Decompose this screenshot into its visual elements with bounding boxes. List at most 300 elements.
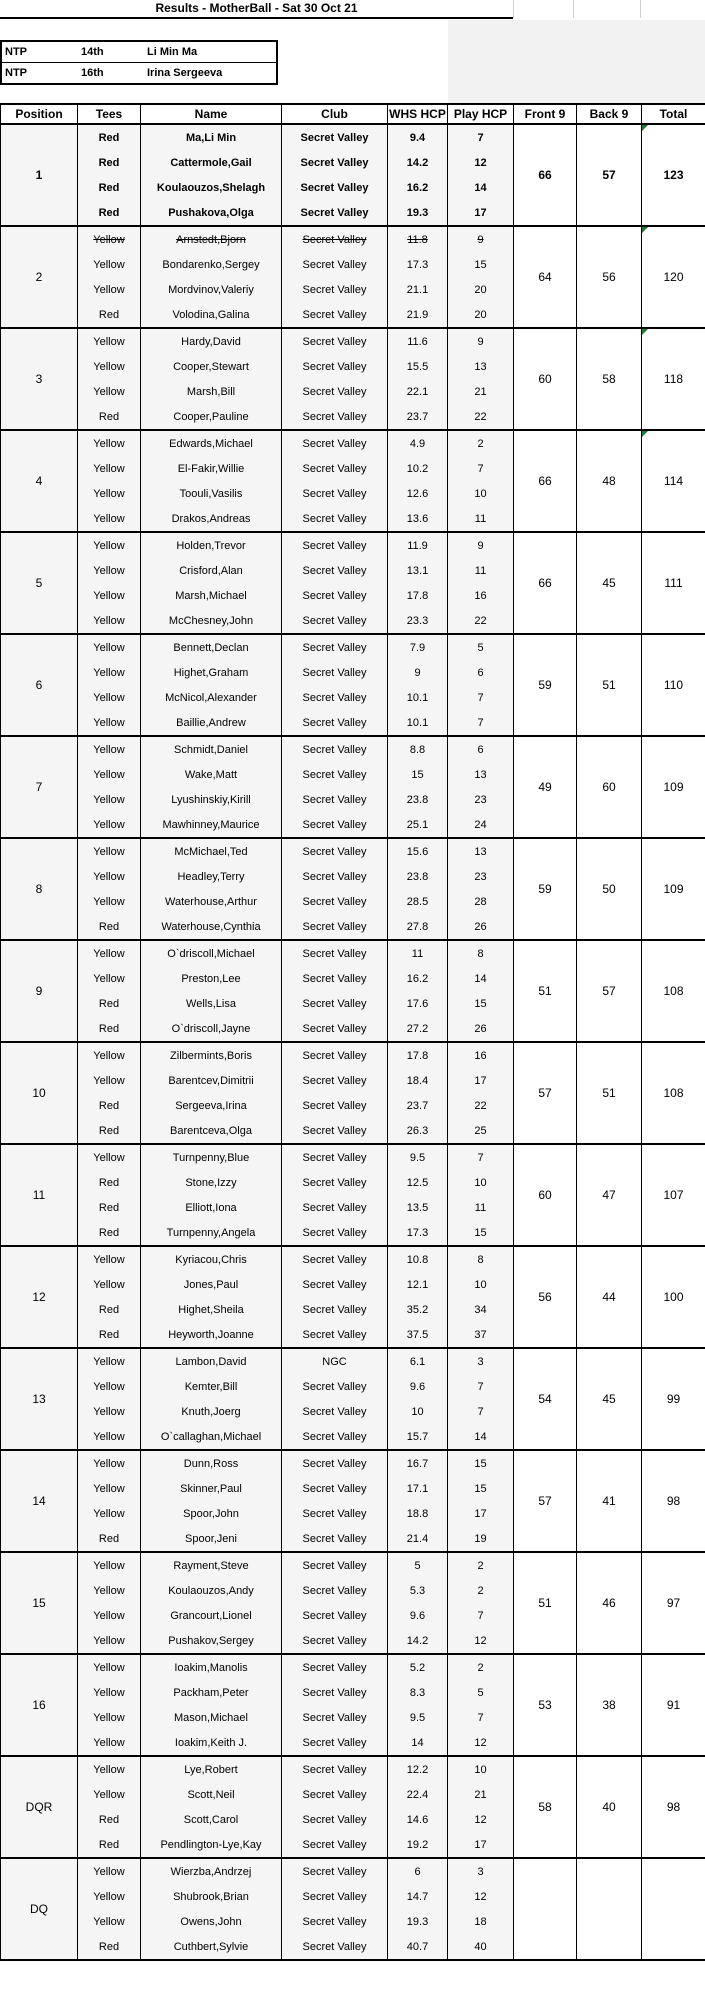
tees-cell: Red bbox=[78, 1322, 141, 1348]
player-row bbox=[1, 1654, 705, 1680]
club-cell: Secret Valley bbox=[282, 710, 388, 736]
tees-cell: Yellow bbox=[78, 252, 141, 277]
play-hcp-cell: 40 bbox=[448, 1934, 514, 1960]
name-cell: Hardy,David bbox=[141, 328, 282, 354]
tees-cell: Yellow bbox=[78, 1782, 141, 1807]
page-title: Results - MotherBall - Sat 30 Oct 21 bbox=[0, 0, 513, 19]
position-cell: 3 bbox=[1, 328, 78, 430]
player-row bbox=[1, 736, 705, 762]
whs-hcp-cell: 26.3 bbox=[388, 1118, 448, 1144]
front9-cell: 60 bbox=[514, 328, 577, 430]
play-hcp-cell: 10 bbox=[448, 1170, 514, 1195]
tees-cell: Yellow bbox=[78, 634, 141, 660]
tees-cell: Red bbox=[78, 200, 141, 226]
name-cell: Wake,Matt bbox=[141, 762, 282, 787]
club-cell: Secret Valley bbox=[282, 1807, 388, 1832]
position-cell: 12 bbox=[1, 1246, 78, 1348]
result-group bbox=[1, 1450, 705, 1552]
club-cell: Secret Valley bbox=[282, 787, 388, 812]
name-cell: Dunn,Ross bbox=[141, 1450, 282, 1476]
tees-cell: Yellow bbox=[78, 481, 141, 506]
play-hcp-cell: 7 bbox=[448, 1603, 514, 1628]
position-cell: 8 bbox=[1, 838, 78, 940]
play-hcp-cell: 28 bbox=[448, 889, 514, 914]
play-hcp-cell: 10 bbox=[448, 1272, 514, 1297]
whs-hcp-cell: 17.3 bbox=[388, 252, 448, 277]
whs-hcp-cell: 15.7 bbox=[388, 1424, 448, 1450]
tees-cell: Yellow bbox=[78, 430, 141, 456]
play-hcp-cell: 22 bbox=[448, 404, 514, 430]
tees-cell: Yellow bbox=[78, 1756, 141, 1782]
club-cell: Secret Valley bbox=[282, 379, 388, 404]
play-hcp-cell: 23 bbox=[448, 787, 514, 812]
whs-hcp-cell: 12.2 bbox=[388, 1756, 448, 1782]
tees-cell: Red bbox=[78, 175, 141, 200]
tees-cell: Yellow bbox=[78, 379, 141, 404]
tees-cell: Yellow bbox=[78, 1680, 141, 1705]
front9-cell: 64 bbox=[514, 226, 577, 328]
whs-hcp-cell: 15.6 bbox=[388, 838, 448, 864]
whs-hcp-cell: 7.9 bbox=[388, 634, 448, 660]
tees-cell: Yellow bbox=[78, 1884, 141, 1909]
whs-hcp-cell: 9.6 bbox=[388, 1374, 448, 1399]
name-cell: McMichael,Ted bbox=[141, 838, 282, 864]
name-cell: Volodina,Galina bbox=[141, 302, 282, 328]
club-cell: Secret Valley bbox=[282, 1374, 388, 1399]
club-cell: Secret Valley bbox=[282, 1501, 388, 1526]
whs-hcp-cell: 11.9 bbox=[388, 532, 448, 558]
play-hcp-cell: 14 bbox=[448, 966, 514, 991]
tees-cell: Yellow bbox=[78, 277, 141, 302]
tees-cell: Red bbox=[78, 1297, 141, 1322]
tees-cell: Yellow bbox=[78, 354, 141, 379]
whs-hcp-cell: 9.5 bbox=[388, 1144, 448, 1170]
play-hcp-cell: 21 bbox=[448, 1782, 514, 1807]
tees-cell: Yellow bbox=[78, 1730, 141, 1756]
tees-cell: Yellow bbox=[78, 1246, 141, 1272]
name-cell: Pendlington-Lye,Kay bbox=[141, 1832, 282, 1858]
club-cell: Secret Valley bbox=[282, 1705, 388, 1730]
whs-hcp-cell: 23.7 bbox=[388, 1093, 448, 1118]
back9-cell: 40 bbox=[577, 1756, 642, 1858]
whs-hcp-cell: 12.6 bbox=[388, 481, 448, 506]
total-cell: 120 bbox=[642, 226, 705, 328]
ntp-label: NTP bbox=[5, 46, 27, 58]
position-cell: 4 bbox=[1, 430, 78, 532]
play-hcp-cell: 2 bbox=[448, 1654, 514, 1680]
tees-cell: Yellow bbox=[78, 1144, 141, 1170]
name-cell: Owens,John bbox=[141, 1909, 282, 1934]
header-tees: Tees bbox=[78, 104, 141, 124]
club-cell: Secret Valley bbox=[282, 914, 388, 940]
total-cell: 107 bbox=[642, 1144, 705, 1246]
ntp-name: Li Min Ma bbox=[147, 46, 198, 58]
total-cell: 98 bbox=[642, 1756, 705, 1858]
whs-hcp-cell: 19.2 bbox=[388, 1832, 448, 1858]
whs-hcp-cell: 23.7 bbox=[388, 404, 448, 430]
title-row bbox=[0, 0, 705, 18]
tees-cell: Yellow bbox=[78, 812, 141, 838]
play-hcp-cell: 12 bbox=[448, 1628, 514, 1654]
tees-cell: Red bbox=[78, 1220, 141, 1246]
tees-cell: Red bbox=[78, 124, 141, 150]
front9-cell: 51 bbox=[514, 940, 577, 1042]
player-row bbox=[1, 1348, 705, 1374]
play-hcp-cell: 22 bbox=[448, 1093, 514, 1118]
result-group bbox=[1, 1858, 705, 1960]
club-cell: Secret Valley bbox=[282, 1578, 388, 1603]
back9-cell: 58 bbox=[577, 328, 642, 430]
tees-cell: Yellow bbox=[78, 1858, 141, 1884]
play-hcp-cell: 17 bbox=[448, 1068, 514, 1093]
tees-cell: Yellow bbox=[78, 532, 141, 558]
name-cell: O`driscoll,Michael bbox=[141, 940, 282, 966]
club-cell: Secret Valley bbox=[282, 1730, 388, 1756]
club-cell: Secret Valley bbox=[282, 1220, 388, 1246]
play-hcp-cell: 37 bbox=[448, 1322, 514, 1348]
club-cell: Secret Valley bbox=[282, 1297, 388, 1322]
tees-cell: Yellow bbox=[78, 1424, 141, 1450]
club-cell: Secret Valley bbox=[282, 124, 388, 150]
club-cell: Secret Valley bbox=[282, 277, 388, 302]
whs-hcp-cell: 11.8 bbox=[388, 226, 448, 252]
name-cell: Cattermole,Gail bbox=[141, 150, 282, 175]
result-group bbox=[1, 1042, 705, 1144]
whs-hcp-cell: 21.1 bbox=[388, 277, 448, 302]
play-hcp-cell: 25 bbox=[448, 1118, 514, 1144]
whs-hcp-cell: 14.2 bbox=[388, 150, 448, 175]
club-cell: Secret Valley bbox=[282, 175, 388, 200]
play-hcp-cell: 8 bbox=[448, 1246, 514, 1272]
whs-hcp-cell: 13.1 bbox=[388, 558, 448, 583]
play-hcp-cell: 7 bbox=[448, 1399, 514, 1424]
whs-hcp-cell: 8.3 bbox=[388, 1680, 448, 1705]
name-cell: Spoor,John bbox=[141, 1501, 282, 1526]
position-cell: 15 bbox=[1, 1552, 78, 1654]
play-hcp-cell: 10 bbox=[448, 481, 514, 506]
club-cell: Secret Valley bbox=[282, 660, 388, 685]
name-cell: Ioakim,Manolis bbox=[141, 1654, 282, 1680]
name-cell: Marsh,Michael bbox=[141, 583, 282, 608]
play-hcp-cell: 12 bbox=[448, 1884, 514, 1909]
play-hcp-cell: 13 bbox=[448, 354, 514, 379]
tees-cell: Yellow bbox=[78, 864, 141, 889]
play-hcp-cell: 21 bbox=[448, 379, 514, 404]
whs-hcp-cell: 5 bbox=[388, 1552, 448, 1578]
play-hcp-cell: 15 bbox=[448, 1476, 514, 1501]
name-cell: Highet,Sheila bbox=[141, 1297, 282, 1322]
whs-hcp-cell: 15 bbox=[388, 762, 448, 787]
club-cell: Secret Valley bbox=[282, 1272, 388, 1297]
back9-cell: 48 bbox=[577, 430, 642, 532]
whs-hcp-cell: 14 bbox=[388, 1730, 448, 1756]
whs-hcp-cell: 28.5 bbox=[388, 889, 448, 914]
club-cell: Secret Valley bbox=[282, 940, 388, 966]
shaded-area bbox=[448, 20, 705, 104]
name-cell: Sergeeva,Irina bbox=[141, 1093, 282, 1118]
play-hcp-cell: 15 bbox=[448, 991, 514, 1016]
name-cell: Cooper,Pauline bbox=[141, 404, 282, 430]
whs-hcp-cell: 10.1 bbox=[388, 685, 448, 710]
tees-cell: Yellow bbox=[78, 1272, 141, 1297]
result-group bbox=[1, 430, 705, 532]
play-hcp-cell: 9 bbox=[448, 328, 514, 354]
header-whs-hcp: WHS HCP bbox=[388, 104, 448, 124]
name-cell: Jones,Paul bbox=[141, 1272, 282, 1297]
tees-cell: Yellow bbox=[78, 889, 141, 914]
play-hcp-cell: 3 bbox=[448, 1348, 514, 1374]
tees-cell: Yellow bbox=[78, 1909, 141, 1934]
position-cell: 13 bbox=[1, 1348, 78, 1450]
total-cell: 118 bbox=[642, 328, 705, 430]
club-cell: Secret Valley bbox=[282, 812, 388, 838]
player-row bbox=[1, 226, 705, 252]
tees-cell: Red bbox=[78, 1170, 141, 1195]
total-cell: 114 bbox=[642, 430, 705, 532]
whs-hcp-cell: 17.6 bbox=[388, 991, 448, 1016]
whs-hcp-cell: 14.6 bbox=[388, 1807, 448, 1832]
header-row bbox=[1, 104, 705, 124]
tees-cell: Red bbox=[78, 1526, 141, 1552]
header-front-9: Front 9 bbox=[514, 104, 577, 124]
total-cell bbox=[642, 1858, 705, 1960]
total-cell: 123 bbox=[642, 124, 705, 226]
front9-cell: 60 bbox=[514, 1144, 577, 1246]
whs-hcp-cell: 21.4 bbox=[388, 1526, 448, 1552]
name-cell: Barentceva,Olga bbox=[141, 1118, 282, 1144]
play-hcp-cell: 24 bbox=[448, 812, 514, 838]
position-cell: 5 bbox=[1, 532, 78, 634]
position-cell: 2 bbox=[1, 226, 78, 328]
whs-hcp-cell: 40.7 bbox=[388, 1934, 448, 1960]
tees-cell: Red bbox=[78, 1118, 141, 1144]
play-hcp-cell: 12 bbox=[448, 1730, 514, 1756]
back9-cell: 44 bbox=[577, 1246, 642, 1348]
total-cell: 99 bbox=[642, 1348, 705, 1450]
whs-hcp-cell: 22.1 bbox=[388, 379, 448, 404]
play-hcp-cell: 34 bbox=[448, 1297, 514, 1322]
name-cell: Zilbermints,Boris bbox=[141, 1042, 282, 1068]
club-cell: Secret Valley bbox=[282, 354, 388, 379]
name-cell: Knuth,Joerg bbox=[141, 1399, 282, 1424]
tees-cell: Red bbox=[78, 991, 141, 1016]
back9-cell: 45 bbox=[577, 532, 642, 634]
name-cell: Kemter,Bill bbox=[141, 1374, 282, 1399]
result-group bbox=[1, 532, 705, 634]
whs-hcp-cell: 13.6 bbox=[388, 506, 448, 532]
total-cell: 98 bbox=[642, 1450, 705, 1552]
play-hcp-cell: 13 bbox=[448, 838, 514, 864]
name-cell: Marsh,Bill bbox=[141, 379, 282, 404]
play-hcp-cell: 19 bbox=[448, 1526, 514, 1552]
tees-cell: Yellow bbox=[78, 762, 141, 787]
whs-hcp-cell: 9.4 bbox=[388, 124, 448, 150]
whs-hcp-cell: 19.3 bbox=[388, 200, 448, 226]
club-cell: Secret Valley bbox=[282, 1144, 388, 1170]
name-cell: Koulaouzos,Andy bbox=[141, 1578, 282, 1603]
total-cell: 111 bbox=[642, 532, 705, 634]
tees-cell: Red bbox=[78, 302, 141, 328]
name-cell: Ioakim,Keith J. bbox=[141, 1730, 282, 1756]
result-group bbox=[1, 736, 705, 838]
name-cell: Cuthbert,Sylvie bbox=[141, 1934, 282, 1960]
name-cell: Packham,Peter bbox=[141, 1680, 282, 1705]
front9-cell: 59 bbox=[514, 838, 577, 940]
player-row bbox=[1, 124, 705, 150]
club-cell: Secret Valley bbox=[282, 1424, 388, 1450]
result-group bbox=[1, 1246, 705, 1348]
name-cell: Rayment,Steve bbox=[141, 1552, 282, 1578]
name-cell: Ma,Li Min bbox=[141, 124, 282, 150]
tees-cell: Yellow bbox=[78, 506, 141, 532]
tees-cell: Yellow bbox=[78, 1552, 141, 1578]
club-cell: Secret Valley bbox=[282, 302, 388, 328]
name-cell: Spoor,Jeni bbox=[141, 1526, 282, 1552]
name-cell: Mordvinov,Valeriy bbox=[141, 277, 282, 302]
ntp-name: Irina Sergeeva bbox=[144, 63, 277, 85]
tees-cell: Yellow bbox=[78, 456, 141, 481]
name-cell: Preston,Lee bbox=[141, 966, 282, 991]
tees-cell: Red bbox=[78, 1093, 141, 1118]
club-cell: Secret Valley bbox=[282, 200, 388, 226]
back9-cell: 47 bbox=[577, 1144, 642, 1246]
club-cell: Secret Valley bbox=[282, 838, 388, 864]
whs-hcp-cell: 9 bbox=[388, 660, 448, 685]
name-cell: McChesney,John bbox=[141, 608, 282, 634]
whs-hcp-cell: 5.2 bbox=[388, 1654, 448, 1680]
whs-hcp-cell: 6 bbox=[388, 1858, 448, 1884]
whs-hcp-cell: 9.6 bbox=[388, 1603, 448, 1628]
name-cell: Lambon,David bbox=[141, 1348, 282, 1374]
ntp-hole: 14th bbox=[81, 46, 104, 58]
player-row bbox=[1, 1756, 705, 1782]
play-hcp-cell: 2 bbox=[448, 1552, 514, 1578]
name-cell: Lye,Robert bbox=[141, 1756, 282, 1782]
back9-cell: 51 bbox=[577, 1042, 642, 1144]
club-cell: Secret Valley bbox=[282, 1042, 388, 1068]
play-hcp-cell: 23 bbox=[448, 864, 514, 889]
whs-hcp-cell: 18.4 bbox=[388, 1068, 448, 1093]
front9-cell: 49 bbox=[514, 736, 577, 838]
tees-cell: Yellow bbox=[78, 966, 141, 991]
total-cell: 97 bbox=[642, 1552, 705, 1654]
play-hcp-cell: 17 bbox=[448, 1832, 514, 1858]
play-hcp-cell: 10 bbox=[448, 1756, 514, 1782]
club-cell: NGC bbox=[282, 1348, 388, 1374]
header-club: Club bbox=[282, 104, 388, 124]
tees-cell: Yellow bbox=[78, 226, 141, 252]
name-cell: Arnstedt,Bjorn bbox=[141, 226, 282, 252]
play-hcp-cell: 9 bbox=[448, 226, 514, 252]
name-cell: Bennett,Declan bbox=[141, 634, 282, 660]
club-cell: Secret Valley bbox=[282, 1858, 388, 1884]
front9-cell bbox=[514, 1858, 577, 1960]
whs-hcp-cell: 6.1 bbox=[388, 1348, 448, 1374]
club-cell: Secret Valley bbox=[282, 532, 388, 558]
play-hcp-cell: 7 bbox=[448, 685, 514, 710]
whs-hcp-cell: 19.3 bbox=[388, 1909, 448, 1934]
player-row bbox=[1, 1858, 705, 1884]
whs-hcp-cell: 12.5 bbox=[388, 1170, 448, 1195]
whs-hcp-cell: 8.8 bbox=[388, 736, 448, 762]
club-cell: Secret Valley bbox=[282, 1552, 388, 1578]
whs-hcp-cell: 16.2 bbox=[388, 175, 448, 200]
position-cell: 11 bbox=[1, 1144, 78, 1246]
name-cell: Cooper,Stewart bbox=[141, 354, 282, 379]
whs-hcp-cell: 12.1 bbox=[388, 1272, 448, 1297]
front9-cell: 66 bbox=[514, 532, 577, 634]
front9-cell: 57 bbox=[514, 1450, 577, 1552]
play-hcp-cell: 26 bbox=[448, 914, 514, 940]
whs-hcp-cell: 14.2 bbox=[388, 1628, 448, 1654]
name-cell: Barentcev,Dimitrii bbox=[141, 1068, 282, 1093]
position-cell: DQ bbox=[1, 1858, 78, 1960]
grid-line bbox=[513, 0, 514, 18]
play-hcp-cell: 11 bbox=[448, 506, 514, 532]
result-group bbox=[1, 940, 705, 1042]
total-cell: 108 bbox=[642, 940, 705, 1042]
name-cell: Koulaouzos,Shelagh bbox=[141, 175, 282, 200]
name-cell: Waterhouse,Cynthia bbox=[141, 914, 282, 940]
club-cell: Secret Valley bbox=[282, 1322, 388, 1348]
club-cell: Secret Valley bbox=[282, 966, 388, 991]
player-row bbox=[1, 1552, 705, 1578]
name-cell: Turnpenny,Angela bbox=[141, 1220, 282, 1246]
back9-cell: 56 bbox=[577, 226, 642, 328]
club-cell: Secret Valley bbox=[282, 864, 388, 889]
tees-cell: Yellow bbox=[78, 787, 141, 812]
club-cell: Secret Valley bbox=[282, 1832, 388, 1858]
name-cell: Skinner,Paul bbox=[141, 1476, 282, 1501]
total-cell: 100 bbox=[642, 1246, 705, 1348]
whs-hcp-cell: 35.2 bbox=[388, 1297, 448, 1322]
back9-cell: 57 bbox=[577, 940, 642, 1042]
position-cell: 6 bbox=[1, 634, 78, 736]
tees-cell: Yellow bbox=[78, 1628, 141, 1654]
name-cell: Lyushinskiy,Kirill bbox=[141, 787, 282, 812]
tees-cell: Yellow bbox=[78, 1654, 141, 1680]
total-cell: 108 bbox=[642, 1042, 705, 1144]
tees-cell: Yellow bbox=[78, 1348, 141, 1374]
club-cell: Secret Valley bbox=[282, 404, 388, 430]
tees-cell: Yellow bbox=[78, 583, 141, 608]
whs-hcp-cell: 27.2 bbox=[388, 1016, 448, 1042]
back9-cell: 57 bbox=[577, 124, 642, 226]
tees-cell: Yellow bbox=[78, 685, 141, 710]
player-row bbox=[1, 1144, 705, 1170]
club-cell: Secret Valley bbox=[282, 1654, 388, 1680]
header-position: Position bbox=[1, 104, 78, 124]
play-hcp-cell: 20 bbox=[448, 302, 514, 328]
whs-hcp-cell: 11 bbox=[388, 940, 448, 966]
club-cell: Secret Valley bbox=[282, 762, 388, 787]
position-cell: 1 bbox=[1, 124, 78, 226]
result-group bbox=[1, 1654, 705, 1756]
name-cell: Pushakov,Sergey bbox=[141, 1628, 282, 1654]
tees-cell: Yellow bbox=[78, 1705, 141, 1730]
back9-cell: 38 bbox=[577, 1654, 642, 1756]
player-row bbox=[1, 532, 705, 558]
name-cell: Crisford,Alan bbox=[141, 558, 282, 583]
play-hcp-cell: 5 bbox=[448, 634, 514, 660]
club-cell: Secret Valley bbox=[282, 1246, 388, 1272]
tees-cell: Red bbox=[78, 404, 141, 430]
club-cell: Secret Valley bbox=[282, 1756, 388, 1782]
header-back-9: Back 9 bbox=[577, 104, 642, 124]
name-cell: Holden,Trevor bbox=[141, 532, 282, 558]
club-cell: Secret Valley bbox=[282, 1909, 388, 1934]
name-cell: Headley,Terry bbox=[141, 864, 282, 889]
